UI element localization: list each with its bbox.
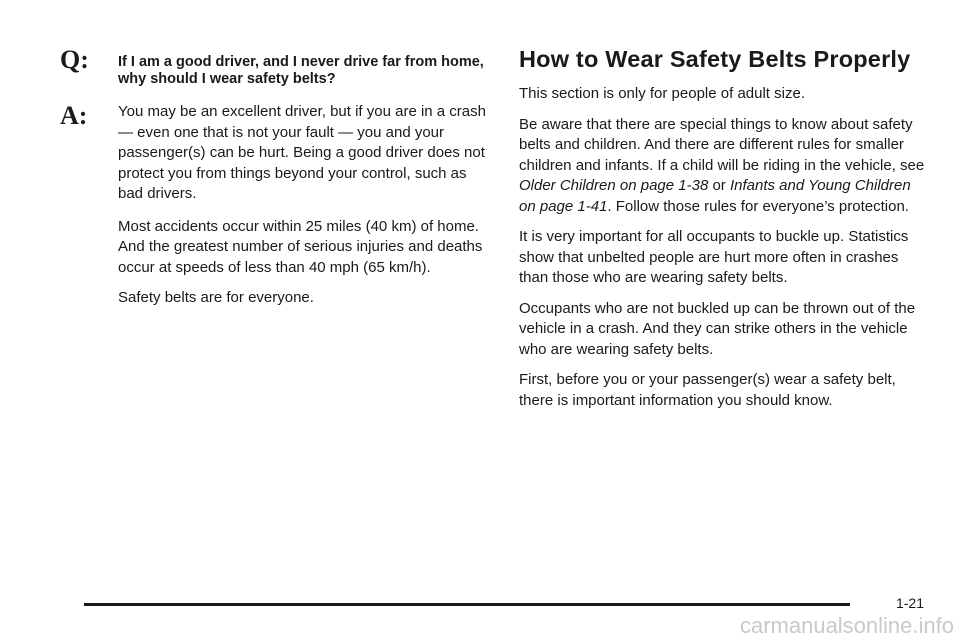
footer-rule xyxy=(84,603,850,606)
children-text-after: . Follow those rules for everyone’s protection. xyxy=(607,197,909,215)
answer-continuation xyxy=(118,217,492,309)
children-text-mid: or xyxy=(708,177,730,194)
answer-marker: A: xyxy=(60,101,88,130)
answer-block xyxy=(60,102,492,205)
question-block xyxy=(60,46,492,88)
section-paragraph-children xyxy=(519,115,929,218)
question-marker: Q: xyxy=(60,45,89,74)
answer-paragraph-accidents: Most accidents occur within 25 miles (40 km) of home. And the greatest number of serious injuries and deaths occur at speeds of less than 40 mph (65 km/h). xyxy=(118,217,483,276)
section-paragraph-important-info: First, before you or your passenger(s) wear a safety belt, there is important information you should know. xyxy=(519,371,896,409)
section-paragraph-buckle-up: It is very important for all occupants to buckle up. Statistics show that unbelted people are hurt more often in crashes than those who are wearing safety belts. xyxy=(519,228,909,286)
section-title: How to Wear Safety Belts Properly xyxy=(519,46,911,72)
infants-reference[interactable]: Infants and Young Children on page 1-41 xyxy=(519,177,911,215)
children-text-before: Be aware that there are special things to know about safety belts and children. And there are different rules for smaller children and infants. If a child will be riding in the vehicle, see xyxy=(519,115,925,174)
answer-text: You may be an excellent driver, but if you are in a crash — even one that is not your fault — you and your passenger(s) can be hurt. Being a good driver does not protect you from things beyond your control, such as bad drivers. xyxy=(118,103,486,202)
question-text: If I am a good driver, and I never drive far from home, why should I wear safety belts? xyxy=(118,54,484,87)
section-column xyxy=(519,44,929,421)
page-number: 1-21 xyxy=(895,595,924,611)
qa-column xyxy=(60,46,492,319)
watermark: carmanualsonline.info xyxy=(739,613,954,638)
section-paragraph-adult-size: This section is only for people of adult size. xyxy=(519,85,805,102)
section-paragraph-thrown-out: Occupants who are not buckled up can be thrown out of the vehicle in a crash. And they can strike others in the vehicle who are wearing safety belts. xyxy=(519,299,916,358)
answer-paragraph-everyone: Safety belts are for everyone. xyxy=(118,289,314,306)
older-children-reference[interactable]: Older Children on page 1-38 xyxy=(519,177,709,194)
